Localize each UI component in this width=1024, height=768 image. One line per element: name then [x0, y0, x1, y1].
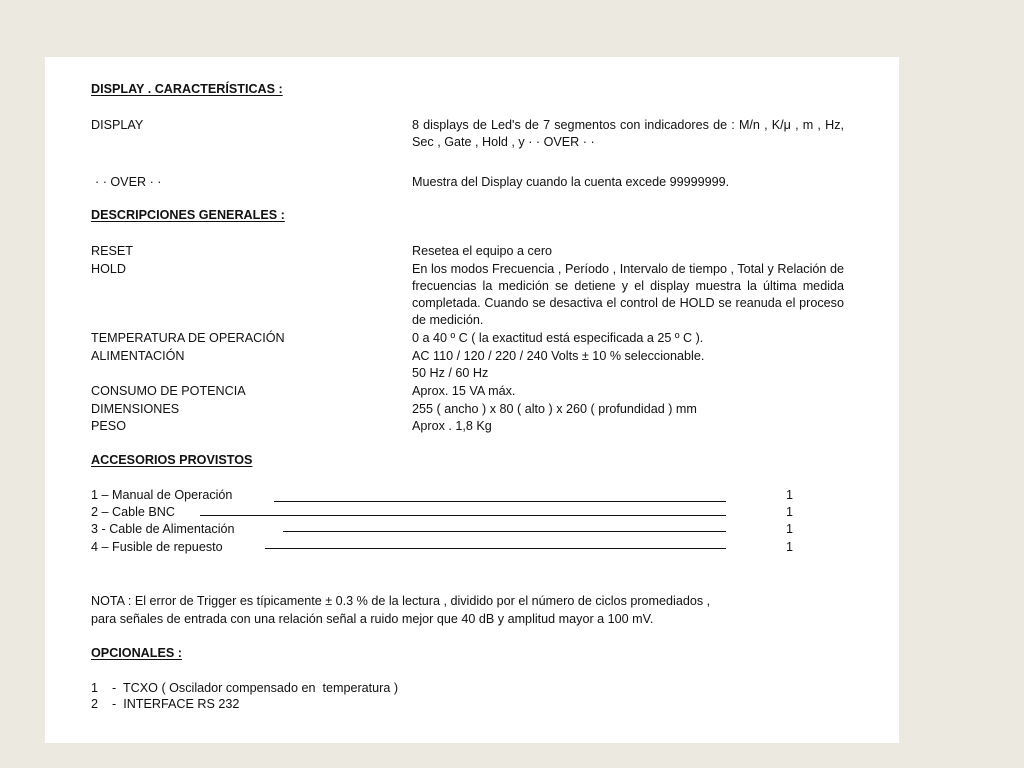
over-label: · · OVER · · [95, 175, 162, 189]
temp-label: TEMPERATURA DE OPERACIÓN [91, 331, 285, 345]
accessory-label: 3 - Cable de Alimentación [91, 522, 235, 536]
weight-value: Aprox . 1,8 Kg [412, 419, 492, 433]
weight-label: PESO [91, 419, 126, 433]
optional-item: 1 - TCXO ( Oscilador compensado en temperatura ) [91, 681, 399, 695]
dimensions-value: 255 ( ancho ) x 80 ( alto ) x 260 ( profundidad ) mm [412, 402, 697, 416]
note-line-1: NOTA : El error de Trigger es típicamente ± 0.3 % de la lectura , dividido por el número de ciclos promediados , [91, 594, 711, 608]
leader-line [200, 515, 726, 516]
hold-label: HOLD [91, 262, 126, 276]
general-heading: DESCRIPCIONES GENERALES : [91, 208, 285, 222]
consumption-value: Aprox. 15 VA máx. [412, 384, 516, 398]
reset-value: Resetea el equipo a cero [412, 244, 553, 258]
dimensions-label: DIMENSIONES [91, 402, 180, 416]
consumption-label: CONSUMO DE POTENCIA [91, 384, 246, 398]
optional-item: 2 - INTERFACE RS 232 [91, 697, 240, 711]
accessory-label: 1 – Manual de Operación [91, 488, 233, 502]
display-value: 8 displays de Led's de 7 segmentos con indicadores de : M/n , K/μ , m , Hz, Sec , Gate , Hold , y · · OVER · · [412, 118, 844, 149]
accessory-qty: 1 [786, 488, 794, 502]
leader-line [283, 531, 726, 532]
power-value-1: AC 110 / 120 / 220 / 240 Volts ± 10 % seleccionable. [412, 349, 705, 363]
over-value: Muestra del Display cuando la cuenta excede 99999999. [412, 175, 730, 189]
accessory-qty: 1 [786, 540, 794, 554]
accessory-label: 2 – Cable BNC [91, 505, 175, 519]
power-label: ALIMENTACIÓN [91, 349, 185, 363]
accessories-heading: ACCESORIOS PROVISTOS [91, 453, 253, 467]
optional-heading: OPCIONALES : [91, 646, 182, 660]
reset-label: RESET [91, 244, 133, 258]
temp-value: 0 a 40 º C ( la exactitud está especificada a 25 º C ). [412, 331, 704, 345]
display-heading: DISPLAY . CARACTERÍSTICAS : [91, 82, 283, 96]
note-line-2: para señales de entrada con una relación señal a ruido mejor que 40 dB y amplitud mayor a 100 mV. [91, 612, 654, 626]
document-page [45, 57, 899, 743]
display-label: DISPLAY [91, 118, 144, 132]
power-value-2: 50 Hz / 60 Hz [412, 366, 489, 380]
accessory-label: 4 – Fusible de repuesto [91, 540, 223, 554]
leader-line [274, 501, 726, 502]
leader-line [265, 548, 726, 549]
hold-value: En los modos Frecuencia , Período , Intervalo de tiempo , Total y Relación de frecuencias la medición se detiene y el display muestra la última medida completada. Cuando se desactiva el control de HOLD se reanuda el proceso de medición. [412, 262, 844, 327]
accessory-qty: 1 [786, 522, 794, 536]
accessory-qty: 1 [786, 505, 794, 519]
